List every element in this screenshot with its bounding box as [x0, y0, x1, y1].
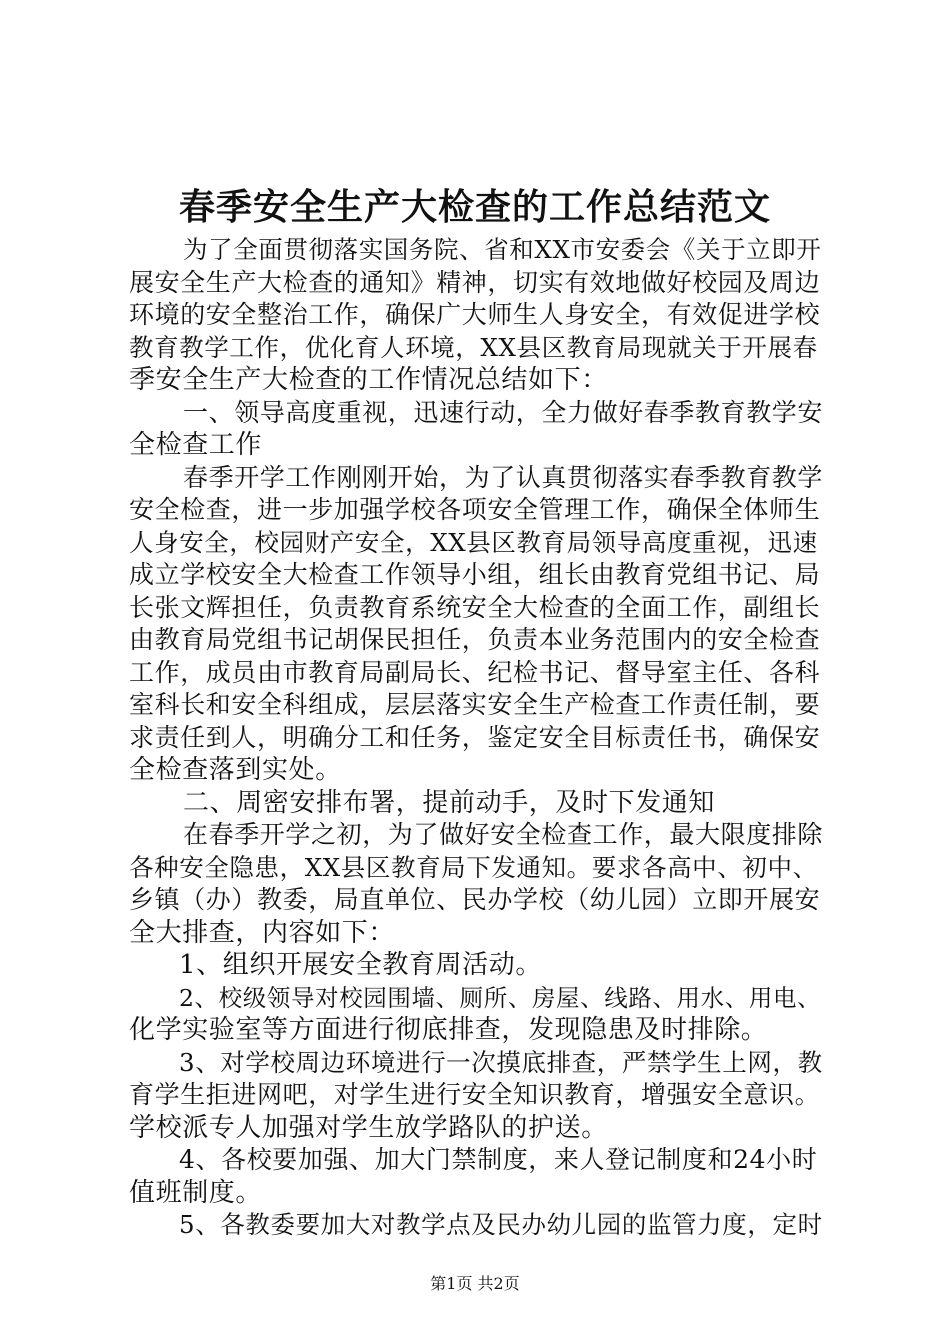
- text-line: 室科长和安全科组成，层层落实安全生产检查工作责任制，要: [129, 690, 821, 719]
- text-line: 教育教学工作，优化育人环境，XX县区教育局现就关于开展春: [129, 332, 818, 362]
- text-line: 安全检查，进一步加强学校各项安全管理工作，确保全体师生: [129, 495, 821, 524]
- text-line: 长张文辉担任，负责教育系统安全大检查的全面工作，副组长: [129, 592, 821, 622]
- list-item: 4、各校要加强、加大门禁制度，来人登记制度和24小时: [179, 1145, 818, 1174]
- text-line: 展安全生产大检查的通知》精神，切实有效地做好校园及周边: [129, 267, 821, 297]
- section-heading: 全检查工作: [129, 430, 263, 460]
- list-item: 2、校级领导对校园围墙、厕所、房屋、线路、用水、用电、: [179, 983, 822, 1012]
- text-line: 春季开学工作刚刚开始，为了认真贯彻落实春季教育教学: [183, 462, 824, 492]
- list-item: 1、组织开展安全教育周活动。: [179, 950, 542, 980]
- text-line: 为了全面贯彻落实国务院、省和XX市安委会《关于立即开: [183, 235, 822, 264]
- list-item-continuation: 育学生拒进网吧，对学生进行安全知识教育，增强安全意识。: [129, 1080, 821, 1109]
- text-line: 成立学校安全大检查工作领导小组，组长由教育党组书记、局: [129, 560, 821, 589]
- text-line: 季安全生产大检查的工作情况总结如下：: [129, 365, 608, 395]
- document-body: [129, 234, 829, 1242]
- text-line: 全大排查，内容如下：: [129, 917, 396, 948]
- list-item-continuation: 值班制度。: [129, 1177, 263, 1208]
- text-line: 人身安全，校园财产安全，XX县区教育局领导高度重视，迅速: [129, 527, 818, 557]
- text-line: 工作，成员由市教育局副局长、纪检书记、督导室主任、各科: [129, 657, 821, 687]
- text-line: 乡镇（办）教委，局直单位、民办学校（幼儿园）立即开展安: [129, 885, 821, 914]
- section-heading: 一、领导高度重视，迅速行动，全力做好春季教育教学安: [183, 397, 824, 427]
- section-heading: 二、周密安排布署，提前动手，及时下发通知: [183, 787, 716, 818]
- page-number-footer: 第1页 共2页: [430, 1274, 520, 1293]
- text-line: 各种安全隐患，XX县区教育局下发通知。要求各高中、初中、: [129, 852, 818, 882]
- list-item: 5、各教委要加大对教学点及民办幼儿园的监管力度，定时: [179, 1210, 823, 1239]
- text-line: 由教育局党组书记胡保民担任，负责本业务范围内的安全检查: [129, 625, 821, 654]
- text-line: 在春季开学之初，为了做好安全检查工作，最大限度排除: [183, 820, 824, 849]
- document-title: 春季安全生产大检查的工作总结范文: [178, 186, 771, 228]
- list-item: 3、对学校周边环境进行一次摸底排查，严禁学生上网，教: [179, 1047, 823, 1077]
- list-item-continuation: 学校派专人加强对学生放学路队的护送。: [129, 1112, 608, 1143]
- list-item-continuation: 化学实验室等方面进行彻底排查，发现隐患及时排除。: [129, 1015, 768, 1045]
- text-line: 求责任到人，明确分工和任务，鉴定安全目标责任书，确保安: [129, 722, 821, 752]
- text-line: 全检查落到实处。: [129, 755, 342, 785]
- text-line: 环境的安全整治工作，确保广大师生人身安全，有效促进学校: [129, 300, 821, 329]
